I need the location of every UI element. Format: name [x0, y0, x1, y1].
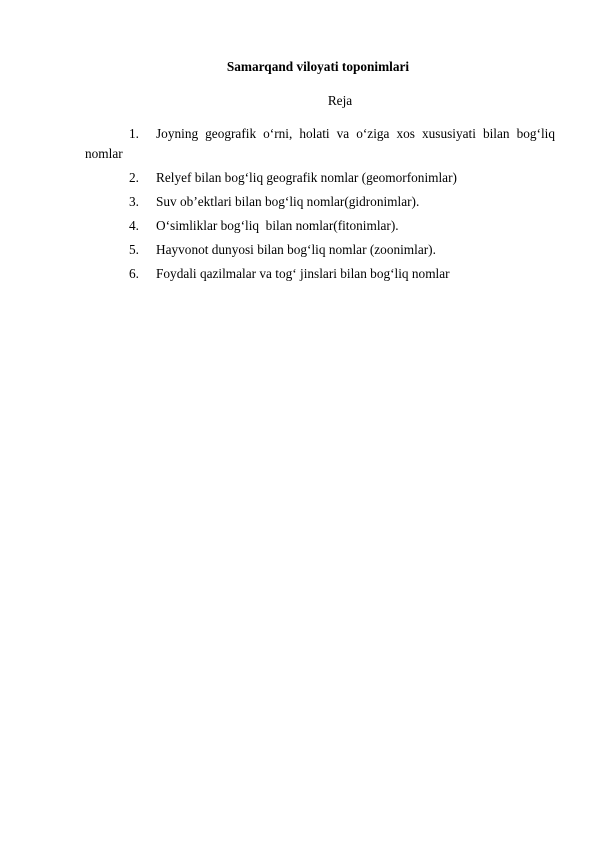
- list-item-text: Foydali qazilmalar va tog‘ jinslari bilan bog‘liq nomlar: [156, 266, 450, 281]
- list-item-number: 2.: [129, 170, 139, 185]
- list-item-text-continuation: nomlar: [85, 146, 123, 161]
- list-item-number: 3.: [129, 194, 139, 209]
- list-item-number: 6.: [129, 266, 139, 281]
- list-item: [85, 168, 555, 188]
- list-item: [85, 124, 555, 164]
- document-title: Samarqand viloyati toponimlari: [226, 59, 410, 74]
- plan-list: [85, 124, 555, 288]
- list-item-text: Hayvonot dunyosi bilan bog‘liq nomlar (zoonimlar).: [156, 242, 436, 257]
- list-item-text: Relyef bilan bog‘liq geografik nomlar (geomorfonimlar): [156, 170, 457, 185]
- list-item: [85, 192, 555, 212]
- list-item: [85, 240, 555, 260]
- list-item-text: Joyning geografik o‘rni, holati va o‘ziga xos xususiyati bilan bog‘liq: [156, 126, 555, 141]
- list-item-text: O‘simliklar bog‘liq bilan nomlar(fitonimlar).: [156, 218, 399, 233]
- list-item: [85, 264, 555, 284]
- list-item-text: Suv ob’ektlari bilan bog‘liq nomlar(gidronimlar).: [156, 194, 420, 209]
- list-item-number: 1.: [129, 126, 139, 141]
- list-item-number: 5.: [129, 242, 139, 257]
- document-subtitle: Reja: [327, 93, 353, 108]
- list-item-number: 4.: [129, 218, 139, 233]
- list-item: [85, 216, 555, 236]
